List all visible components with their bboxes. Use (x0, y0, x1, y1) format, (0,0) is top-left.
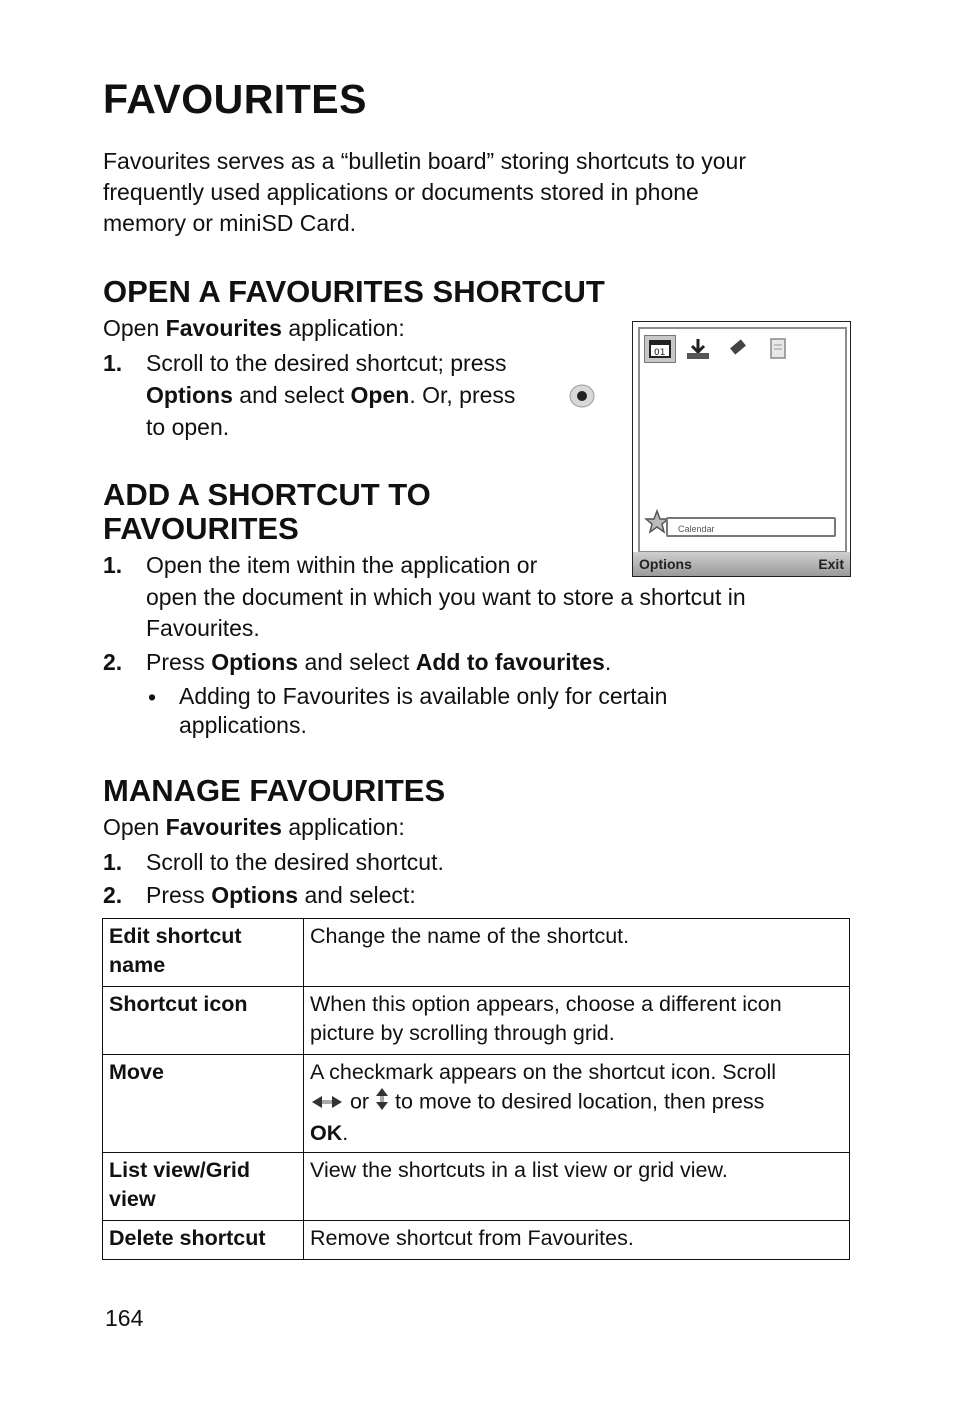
intro-line-3: memory or miniSD Card. (103, 210, 357, 236)
options-table (102, 918, 850, 1260)
shortcut-name-field: Calendar (666, 517, 836, 537)
add-step-1-line-2: open the document in which you want to store a shortcut in (146, 584, 746, 610)
add-note-bullet: • (148, 684, 157, 710)
svg-text:01: 01 (654, 348, 666, 358)
add-step-1-number: 1. (103, 552, 123, 578)
manage-step-1-number: 1. (103, 849, 123, 875)
option-name: Shortcut icon (103, 987, 304, 1055)
softkey-exit: Exit (818, 556, 844, 572)
manage-lead: Open Favourites application: (103, 814, 405, 840)
eraser-shortcut-icon (726, 337, 750, 359)
calendar-shortcut-icon (644, 335, 676, 363)
option-name: Edit shortcut name (103, 919, 304, 987)
table-row (103, 919, 850, 987)
option-description: When this option appears, choose a different icon picture by scrolling through grid. (304, 987, 850, 1055)
open-step-1-number: 1. (103, 350, 123, 376)
table-row (103, 1221, 850, 1260)
heading-manage-favourites: MANAGE FAVOURITES (103, 773, 446, 808)
heading-add-shortcut-line-1: ADD A SHORTCUT TO (103, 477, 431, 512)
table-row (103, 1055, 850, 1153)
manage-step-2: Press Options and select: (146, 882, 416, 908)
open-step-1-line-3: to open. (146, 414, 230, 440)
manage-step-2-number: 2. (103, 882, 123, 908)
table-row (103, 1153, 850, 1221)
open-step-1-line-1: Scroll to the desired shortcut; press (146, 350, 507, 376)
option-description: A checkmark appears on the shortcut icon. Scroll or to move to desired location, then press OK. (304, 1055, 850, 1153)
option-name: List view/Grid view (103, 1153, 304, 1221)
softkey-options: Options (639, 556, 692, 572)
document-shortcut-icon (766, 337, 790, 359)
add-step-2: Press Options and select Add to favourites. (146, 649, 612, 675)
heading-open-shortcut: OPEN A FAVOURITES SHORTCUT (103, 274, 605, 309)
add-step-2-number: 2. (103, 649, 123, 675)
option-name: Move (103, 1055, 304, 1153)
option-description: View the shortcuts in a list view or grid view. (304, 1153, 850, 1221)
heading-add-shortcut-line-2: FAVOURITES (103, 511, 299, 546)
download-shortcut-icon (684, 337, 708, 359)
center-key-icon (568, 383, 596, 409)
option-description: Remove shortcut from Favourites. (304, 1221, 850, 1260)
intro-line-2: frequently used applications or documents stored in phone (103, 179, 699, 205)
open-step-1-line-2: Options and select Open. Or, press (146, 382, 516, 408)
option-name: Delete shortcut (103, 1221, 304, 1260)
add-step-1-line-3: Favourites. (146, 615, 260, 641)
left-right-arrows-icon (310, 1089, 344, 1118)
open-lead: Open Favourites application: (103, 315, 405, 341)
up-down-arrows-icon (375, 1087, 389, 1119)
phone-screenshot (632, 321, 851, 577)
intro-line-1: Favourites serves as a “bulletin board” storing shortcuts to your (103, 148, 747, 174)
add-note-line-1: Adding to Favourites is available only for certain (179, 683, 668, 709)
phone-screen (638, 327, 847, 553)
page-title: FAVOURITES (103, 76, 367, 122)
add-note-line-2: applications. (179, 712, 307, 738)
add-step-1-line-1: Open the item within the application or (146, 552, 538, 578)
phone-softkey-bar (633, 552, 850, 576)
option-description: Change the name of the shortcut. (304, 919, 850, 987)
page-number: 164 (105, 1305, 144, 1331)
table-row (103, 987, 850, 1055)
manage-step-1: Scroll to the desired shortcut. (146, 849, 444, 875)
